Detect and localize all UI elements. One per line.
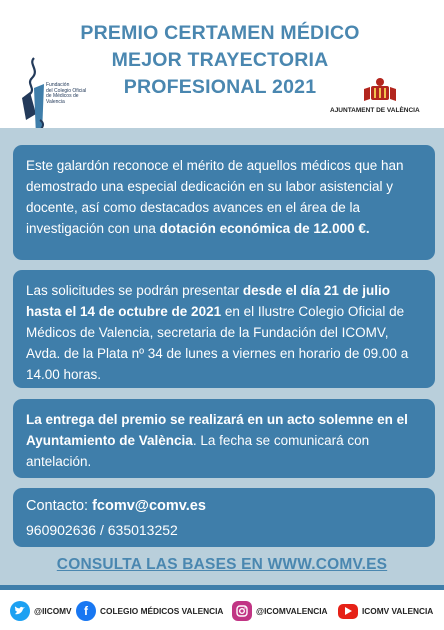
- page-title: [70, 20, 370, 101]
- social-twitter[interactable]: [10, 600, 72, 622]
- title-line-1: PREMIO CERTAMEN MÉDICO: [80, 22, 360, 44]
- title-line-3: PROFESIONAL 2021: [123, 76, 317, 98]
- instagram-icon: [232, 601, 252, 621]
- award-amount: dotación económica de 12.000 €.: [159, 221, 370, 236]
- ceremony-highlight: La entrega del premio se realizará en un acto solemne en el Ayuntamiento de València: [26, 412, 408, 448]
- bases-link[interactable]: CONSULTA LAS BASES EN WWW.COMV.ES: [56, 556, 388, 573]
- contact-email-link[interactable]: fcomv@comv.es: [92, 498, 206, 514]
- twitter-handle: @IICOMV: [34, 606, 72, 616]
- valencia-coat-of-arms-icon: [360, 77, 400, 103]
- award-text: Este galardón reconoce el mérito de aquellos médicos que han demostrado una especial dedicación en su labor asistencial y docente, así como destacados avances en el área de la investigación con una: [26, 158, 404, 236]
- applications-text: Las solicitudes se podrán presentar: [26, 283, 243, 298]
- ceremony-text: . La fecha se comunicará con antelación.: [26, 433, 370, 469]
- youtube-handle: ICOMV VALENCIA: [362, 606, 434, 616]
- fundacion-text-line: Fundación: [46, 82, 70, 88]
- social-instagram[interactable]: [232, 600, 328, 622]
- info-box-ceremony: [13, 399, 435, 478]
- facebook-handle: COLEGIO MÉDICOS VALENCIA: [100, 606, 224, 616]
- info-box-contact: [13, 488, 435, 547]
- title-line-2: MEJOR TRAYECTORIA: [111, 49, 329, 71]
- applications-details: en el Ilustre Colegio Oficial de Médicos de Valencia, secretaria de la Fundación del ICOMV, Avda. de la Plata nº 34 de lunes a viernes en horario de 09.00 a 14.00 horas.: [26, 304, 409, 382]
- fundacion-text-line: del Colegio Oficial: [46, 87, 87, 94]
- social-facebook[interactable]: [76, 600, 223, 622]
- facebook-icon: f: [76, 601, 96, 621]
- ajuntament-label: AJUNTAMENT DE VALÈNCIA: [330, 107, 420, 114]
- fundacion-text-line: de Médicos de: [46, 93, 79, 100]
- applications-dates: desde el día 21 de julio hasta el 14 de octubre de 2021: [26, 283, 390, 319]
- contact-phones: 960902636 / 635013252: [26, 522, 178, 538]
- fundacion-text-line: Valencia: [46, 98, 65, 105]
- info-box-award: [13, 145, 435, 260]
- info-box-applications: [13, 270, 435, 388]
- instagram-handle: @ICOMVALENCIA: [256, 606, 328, 616]
- twitter-icon: [10, 601, 30, 621]
- contact-label: Contacto:: [26, 498, 93, 514]
- social-youtube[interactable]: [338, 600, 433, 622]
- fundacion-logo-text: [46, 83, 102, 105]
- youtube-icon: [338, 604, 358, 619]
